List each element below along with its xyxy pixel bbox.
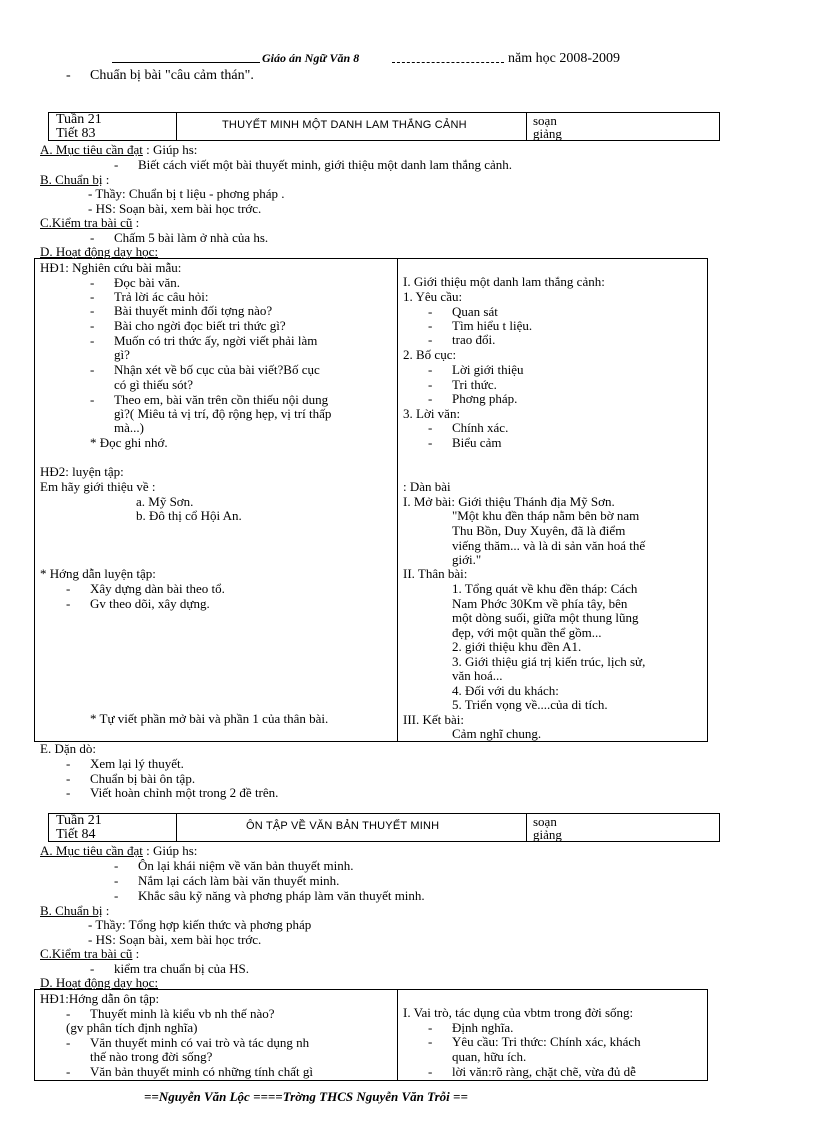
l2-right-item: - Yêu cầu: Tri thức: Chính xác, khách [428,1034,641,1049]
lesson2-soan: soạn [533,814,557,829]
outline-body-line: Nam Phớc 30Km về phía tây, bên [452,596,628,611]
right-s1-2: 2. Bố cục: [403,347,457,362]
outline-body-line: 4. Đối với du khách: [452,683,559,698]
header-school-year: năm học 2008-2009 [508,51,620,66]
lesson2-period: Tiết 84 [56,827,96,842]
right-s1-1-item: - Quan sát [428,304,498,319]
hd1-item-cont: gì?( Miêu tả vị trí, độ rộng hẹp, vị trí thấp [114,406,332,421]
right-s1-3-item: - Chính xác. [428,420,509,435]
prep-line: - Chuẩn bị bài "câu cảm thán". [66,68,254,83]
lesson2-a-item: - Khắc sâu kỹ năng và phơng pháp làm văn thuyết minh. [114,888,425,903]
l2-hd1-item: - Thuyết minh là kiểu vb nh thế nào? [66,1006,275,1021]
hd2-option-b: b. Đô thị cổ Hội An. [136,508,242,523]
hd2-intro: Em hãy giới thiệu về : [40,479,156,494]
lesson1-soan: soạn [533,113,557,128]
lesson2-title: ÔN TẬP VỀ VĂN BẢN THUYẾT MINH [246,820,440,832]
outline-heading: : Dàn bài [403,479,451,494]
outline-body-line: 3. Giới thiệu giá trị kiến trúc, lịch sử, [452,654,646,669]
right-s1-3-item: - Biểu cảm [428,435,502,450]
header-rule-right [392,62,504,63]
outline-body-line: 2. giới thiệu khu đền A1. [452,639,582,654]
lesson1-c-heading: C.Kiểm tra bài cũ : [40,215,140,230]
lesson1-e-item: - Chuẩn bị bài ôn tập. [66,771,196,786]
lesson1-giang: giảng [533,126,562,141]
hd2-guide: * Hớng dẫn luyện tập: [40,566,156,581]
outline-conclusion: III. Kết bài: [403,712,465,727]
right-s1-1: 1. Yêu cầu: [403,289,463,304]
lesson1-e-item: - Viết hoàn chỉnh một trong 2 đề trên. [66,785,279,800]
l2-hd1-heading: HĐ1:Hớng dẫn ôn tập: [40,991,160,1006]
lesson1-e-heading: E. Dặn dò: [40,741,96,756]
right-s1-2-item: - Lời giới thiệu [428,362,524,377]
l2-right-item: - Định nghĩa. [428,1020,514,1035]
l2-hd1-item-cont: thế nào trong đời sống? [90,1049,213,1064]
lesson1-c-item: - Chấm 5 bài làm ở nhà của hs. [90,230,269,245]
lesson2-a-item: - Nắm lại cách làm bài văn thuyết minh. [114,873,340,888]
outline-intro: I. Mở bài: Giới thiệu Thánh địa Mỹ Sơn. [403,494,615,509]
outline-quote: viếng thăm... và là di sản văn hoá thế [452,538,646,553]
l2-right-item-cont: quan, hữu ích. [452,1049,527,1064]
hd1-item-cont: có gì thiếu sót? [114,377,194,392]
hd2-option-a: a. Mỹ Sơn. [136,494,194,509]
lesson2-c-heading: C.Kiểm tra bài cũ : [40,946,140,961]
l2-hd1-item: - Văn bản thuyết minh có những tính chất gì [66,1064,313,1079]
outline-quote: "Một khu đền tháp nằm bên bờ nam [452,508,640,523]
lesson1-title: THUYẾT MINH MỘT DANH LAM THẮNG CẢNH [222,119,467,131]
l2-right-item: - lời văn:rõ ràng, chặt chẽ, vừa đủ dễ [428,1064,636,1079]
outline-body-line: 5. Triển vọng về....của di tích. [452,697,608,712]
lesson1-b-heading: B. Chuẩn bị : [40,172,110,187]
hd2-heading: HĐ2: luyện tập: [40,464,124,479]
lesson1-b-item: - HS: Soạn bài, xem bài học trớc. [88,201,262,216]
lesson2-a-heading: A. Mục tiêu cần đạt : Giúp hs: [40,843,198,858]
lesson1-a-heading: A. Mục tiêu cần đạt : Giúp hs: [40,142,198,157]
lesson2-week: Tuần 21 [56,813,102,828]
right-s1-3: 3. Lời văn: [403,406,461,421]
l2-hd1-note: (gv phân tích định nghĩa) [66,1020,198,1035]
hd1-item: - Đọc bài văn. [90,275,181,290]
lesson2-giang: giảng [533,827,562,842]
outline-conclusion-line: Cảm nghĩ chung. [452,726,542,741]
hd1-item: - Bài thuyết minh đối tợng nào? [90,303,273,318]
read-note: * Đọc ghi nhớ. [90,435,168,450]
lesson1-a-item: - Biết cách viết một bài thuyết minh, giới thiệu một danh lam thắng cảnh. [114,157,513,172]
lesson1-period: Tiết 83 [56,126,96,141]
hd1-item: - Nhận xét về bố cục của bài viết?Bố cục [90,362,320,377]
lesson2-a-item: - Ôn lại khái niệm về văn bản thuyết minh. [114,858,354,873]
hd1-item: - Bài cho ngời đọc biết tri thức gì? [90,318,286,333]
right-s1-1-item: - Tìm hiểu t liệu. [428,318,533,333]
hd1-item-cont: mà...) [114,420,144,435]
hd1-item: - Muốn có tri thức ấy, ngời viết phải làm [90,333,318,348]
lesson1-week: Tuần 21 [56,112,102,127]
outline-body-line: 1. Tổng quát về khu đền tháp: Cách [452,581,638,596]
l2-hd1-item: - Văn thuyết minh có vai trò và tác dụng nh [66,1035,310,1050]
lesson1-d-heading: D. Hoạt động dạy học: [40,244,159,259]
header-rule-left [112,62,260,63]
right-s1: I. Giới thiệu một danh lam thắng cảnh: [403,274,605,289]
lesson2-b-item: - Thầy: Tổng hợp kiến thức và phơng pháp [88,917,312,932]
self-write-note: * Tự viết phần mở bài và phần 1 của thân bài. [90,711,329,726]
outline-body: II. Thân bài: [403,566,468,581]
hd1-item-cont: gì? [114,347,130,362]
right-s1-2-item: - Tri thức. [428,377,497,392]
right-s1-1-item: - trao đổi. [428,332,496,347]
hd2-item: - Gv theo dõi, xây dựng. [66,596,210,611]
l2-right-s1: I. Vai trò, tác dụng của vbtm trong đời sống: [403,1005,634,1020]
lesson2-d-heading: D. Hoạt động dạy học: [40,975,159,990]
outline-body-line: văn hoá... [452,668,503,683]
outline-quote: Thu Bồn, Duy Xuyên, đã là điểm [452,523,626,538]
lesson1-b-item: - Thầy: Chuẩn bị t liệu - phơng pháp . [88,186,285,201]
lesson1-e-item: - Xem lại lý thuyết. [66,756,184,771]
lesson2-b-heading: B. Chuẩn bị : [40,903,110,918]
page-footer: ==Nguyễn Văn Lộc ====Trờng THCS Nguyễn Văn Trỗi == [144,1089,468,1104]
hd2-item: - Xây dựng dàn bài theo tổ. [66,581,225,596]
outline-body-line: một dòng suối, giữa một thung lũng [452,610,639,625]
header-title: Giáo án Ngữ Văn 8 [262,51,360,65]
lesson2-c-item: - kiểm tra chuẩn bị của HS. [90,961,250,976]
right-s1-2-item: - Phơng pháp. [428,391,518,406]
lesson2-b-item: - HS: Soạn bài, xem bài học trớc. [88,932,262,947]
hd1-item: - Theo em, bài văn trên cồn thiếu nội dung [90,392,329,407]
outline-body-line: đẹp, với một quần thể gồm... [452,625,602,640]
hd1-heading: HĐ1: Nghiên cứu bài mẫu: [40,260,182,275]
hd1-item: - Trả lời ác câu hỏi: [90,289,209,304]
outline-quote: giới." [452,552,482,567]
